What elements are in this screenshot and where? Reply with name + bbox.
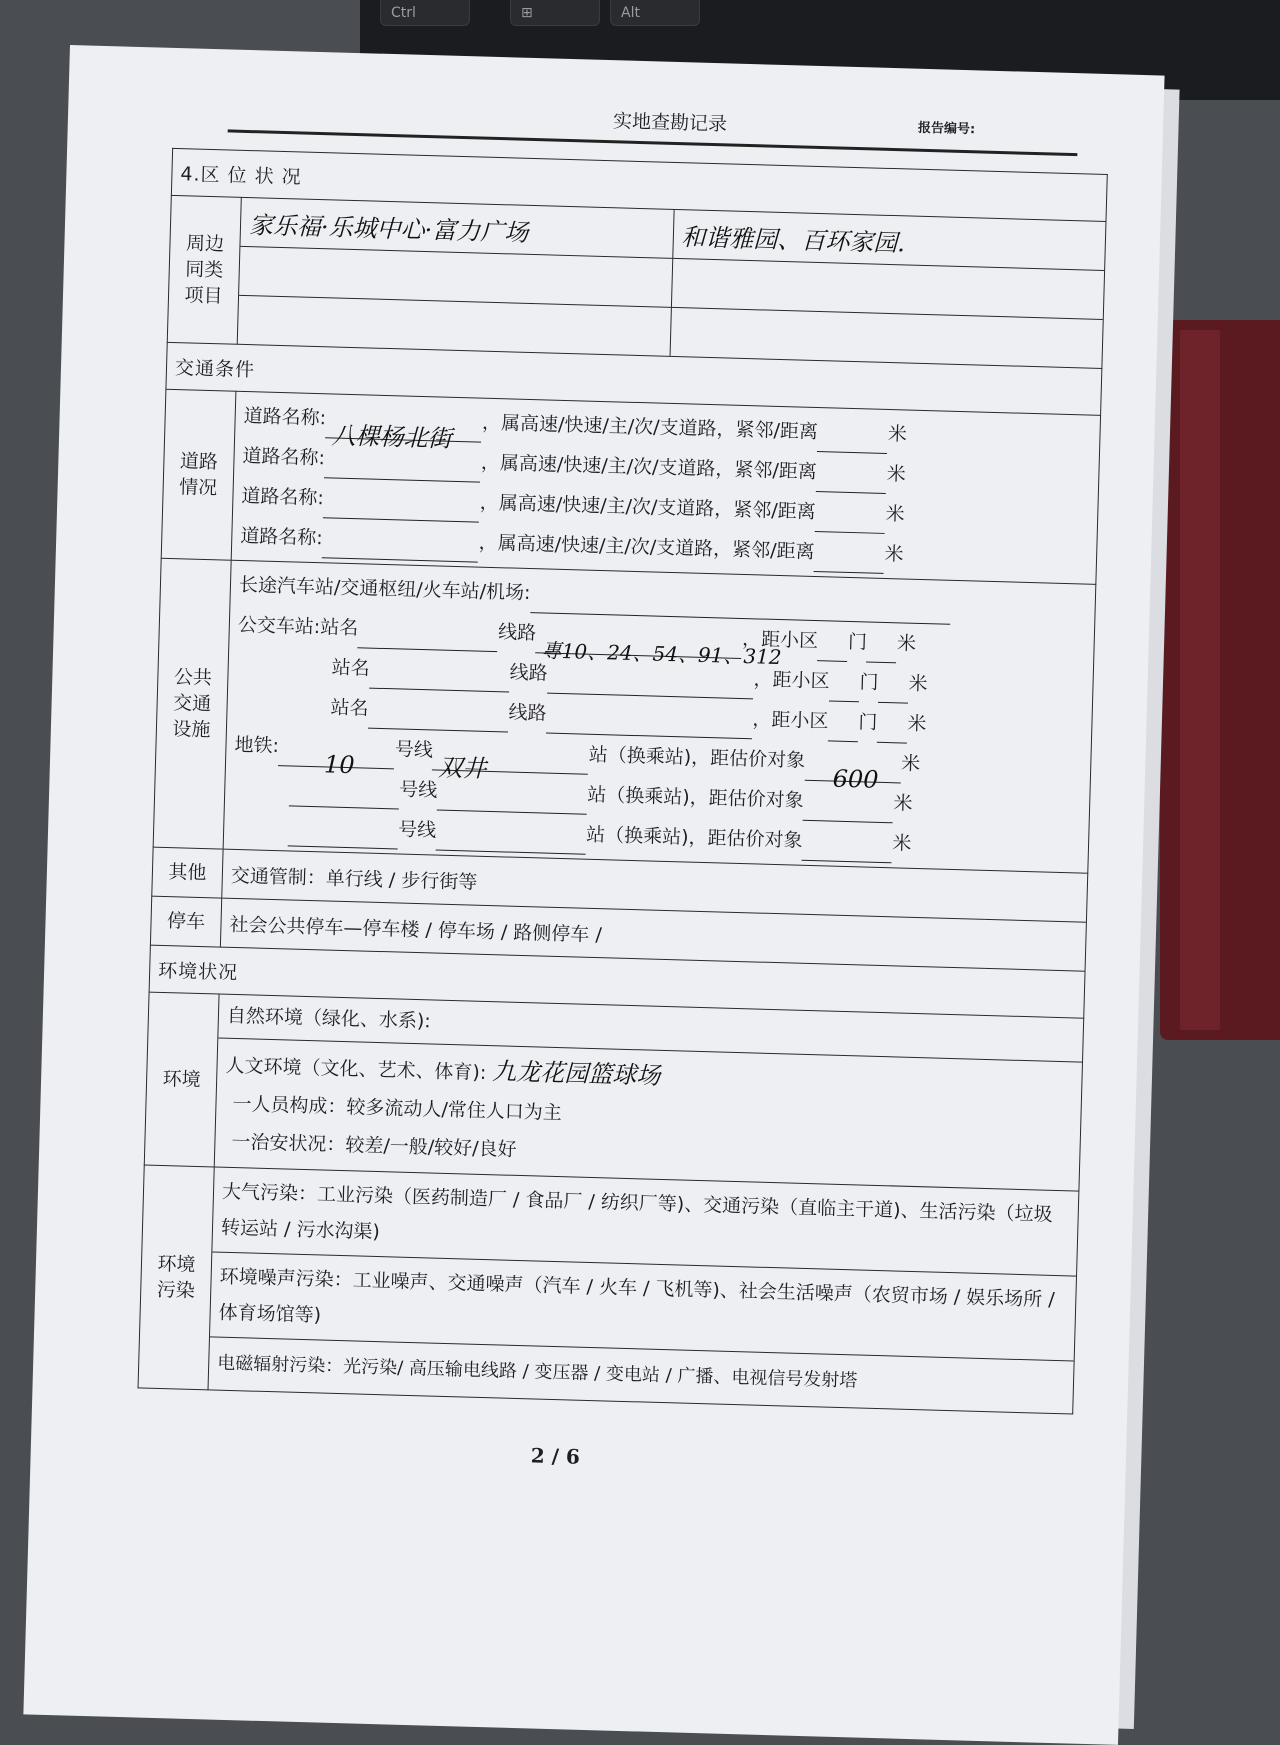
- metro-row: 号线 站（换乘站)，距估价对象 米: [233, 765, 1082, 829]
- road-row: 道路名称: ，属高速/快速/主/次/支道路，紧邻/距离 米: [240, 516, 1089, 580]
- windows-key: ⊞: [510, 0, 600, 26]
- road-name-value: [322, 535, 479, 562]
- environment-label: 环境: [144, 992, 219, 1167]
- road-row: 道路名称: ，属高速/快速/主/次/支道路，紧邻/距离 米: [241, 476, 1090, 540]
- noise-pollution: 环境噪声污染：工业噪声、交通噪声（汽车 / 火车 / 飞机等)、社会生活噪声（农贸市场 / 娱乐场所 / 体育场馆等): [210, 1252, 1076, 1361]
- book-spine: [1180, 330, 1220, 1030]
- document-page: [23, 45, 1164, 1745]
- page-number: 2 / 6: [530, 1443, 581, 1469]
- report-number-label: 报告编号:: [917, 120, 976, 138]
- public-transit-label: 公共交通设施: [153, 558, 231, 849]
- road-name-value: 八棵杨北街: [326, 415, 483, 442]
- road-row: 道路名称:八棵杨北街 ，属高速/快速/主/次/支道路，紧邻/距离 米: [243, 404, 908, 453]
- parking-label: 停车: [150, 896, 221, 947]
- natural-environment: 自然环境（绿化、水系):: [218, 995, 1083, 1063]
- road-row: 道路名称: ，属高速/快速/主/次/支道路，紧邻/距离 米: [242, 436, 1091, 500]
- other-text: 交通管制：单行线 / 步行街等: [222, 849, 1088, 922]
- metro-row: 地铁:10号线双井 站（换乘站)，距估价对象600米: [234, 733, 921, 794]
- survey-form: [138, 148, 1108, 1415]
- pollution-label: 环境污染: [138, 1165, 214, 1390]
- emr-pollution: 电磁辐射污染：光污染/ 高压输电线路 / 变压器 / 变电站 / 广播、电视信号发射塔: [216, 1352, 858, 1392]
- traffic-section-title: 交通条件: [166, 342, 1102, 415]
- metro-line-value: 10: [278, 743, 395, 769]
- document-title: 实地查勘记录: [612, 110, 728, 136]
- bus-row: 站名 线路 ，距小区 门 米: [236, 645, 1085, 709]
- cultural-environment-value: 九龙花园篮球场: [491, 1057, 661, 1090]
- other-label: 其他: [152, 847, 223, 898]
- nearby-projects-grid: [237, 197, 1106, 368]
- bus-route-value: 專10、24、54、91、312: [536, 630, 743, 659]
- road-label: 道路情况: [161, 389, 236, 560]
- pollution-details: [208, 1167, 1079, 1414]
- environment-details: [214, 994, 1083, 1191]
- air-pollution: 大气污染：工业污染（医药制造厂 / 食品厂 / 纺织厂等)、交通污染（直临主干道)、生活污染（垃圾转运站 / 污水沟渠): [212, 1167, 1078, 1276]
- alt-key: Alt: [610, 0, 700, 26]
- public-transit-details: [223, 560, 1096, 873]
- nearby-projects-label: 周边同类项目: [167, 195, 241, 344]
- nearby-project-value: 家乐福·乐城中心·富力广场: [240, 198, 673, 259]
- metro-station-value: 双井: [432, 747, 589, 774]
- metro-row: 号线 站（换乘站)，距估价对象 米: [232, 805, 1081, 869]
- bus-row: 公交车站:站名 线路專10、24、54、91、312，距小区 门 米: [237, 613, 917, 670]
- book: [1160, 320, 1280, 1040]
- parking-text: 社会公共停车—停车楼 / 停车场 / 路侧停车 /: [220, 898, 1086, 971]
- location-section-title: 4.区 位 状 况: [171, 148, 1107, 221]
- page-header: [228, 89, 1079, 156]
- cultural-environment: 人文环境（文化、艺术、体育): 九龙花园篮球场 一人员构成：较多流动人/常住人口为主 一治安状况：较差/一般/较好/良好: [215, 1039, 1082, 1191]
- road-list: [231, 391, 1100, 584]
- environment-section-title: 环境状况: [149, 945, 1085, 1018]
- security-status: 一治安状况：较差/一般/较好/良好: [231, 1130, 517, 1161]
- nearby-project-value: 和谐雅园、百环家园.: [672, 210, 1105, 271]
- ctrl-key: Ctrl: [380, 0, 470, 26]
- long-distance-label: 长途汽车站/交通枢纽/火车站/机场:: [238, 573, 531, 605]
- people-composition: 一人员构成：较多流动人/常住人口为主: [232, 1092, 563, 1125]
- bus-row: 站名 线路 ，距小区 门 米: [235, 685, 1084, 749]
- metro-distance-value: 600: [805, 758, 902, 784]
